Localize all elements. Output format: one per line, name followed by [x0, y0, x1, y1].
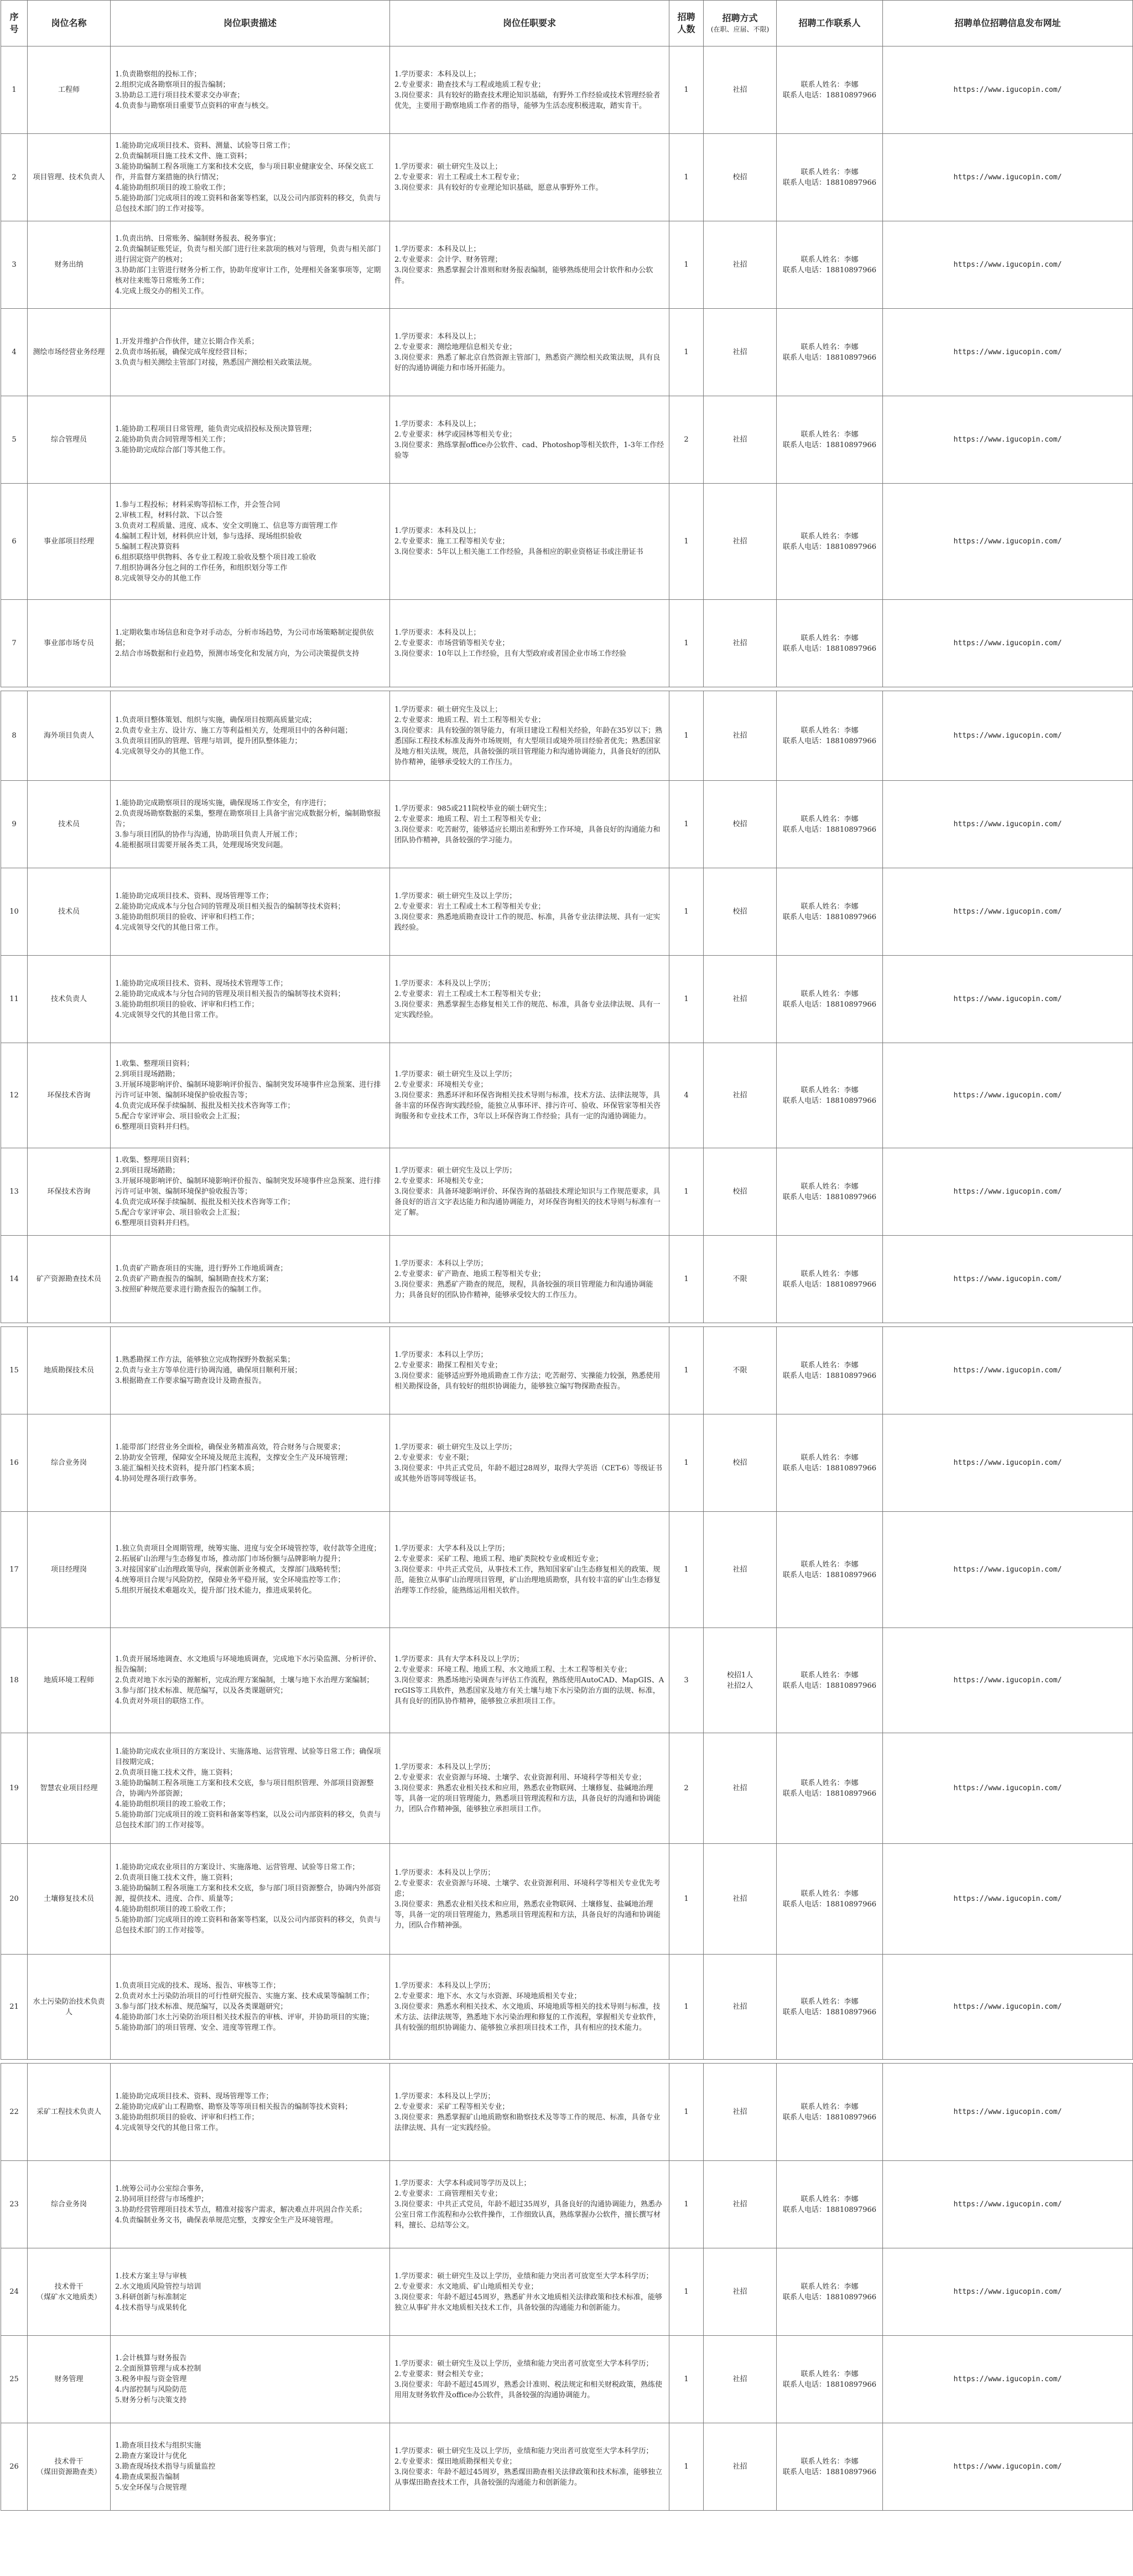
table-body — [1, 46, 1133, 2511]
cell-requirement: 1.学历要求：硕士研究生及以上学历，业绩和能力突出者可放宽至大学本科学历； 2.专业要求：财会相关专业； 3.岗位要求：年龄不超过45周岁，熟悉会计准则、税法规定和相关财税政策，熟练使用用友财务软件及office办公软件，具备较强的沟通协调能力。 — [390, 2336, 669, 2423]
cell-method: 不限 — [704, 1236, 777, 1323]
cell-duty: 1.能协助完成项目技术、资料、现场管理等工作； 2.能协助完成成本与分包合同的管理及项目相关报告的编制等技术资料； 3.能协助组织项目的验收、评审和归档工作； 4.完成领导交代的其他日常工作。 — [111, 868, 390, 956]
cell-contact: 联系人姓名：李娜 联系人电话：18810897966 — [777, 1148, 883, 1236]
cell-count: 1 — [669, 1327, 704, 1414]
cell-count: 1 — [669, 1414, 704, 1512]
table-row — [1, 134, 1133, 221]
cell-no: 15 — [1, 1327, 28, 1414]
cell-duty: 1.负责出纳、日常账务、编制财务报表、税务事宜； 2.负责编制证账凭证，负责与相关部门进行往来款项的核对与管理，负责与相关部门进行固定资产的核对； 3.协助部门主管进行财务分析工作，协助年度审计工作，处理相关备案事项等，定期核对往来账等日常账务工作； 4.完成上级交办的相关工作。 — [111, 221, 390, 309]
section-divider — [1, 2060, 1133, 2064]
cell-position-name: 技术骨干 （煤矿水文地质类） — [28, 2248, 111, 2336]
cell-duty: 1.收集、整理项目资料； 2.到项目现场踏勘； 3.开展环境影响评价、编制环境影响评价报告、编制突发环境事件应急预案、进行排污许可证申领、编制环境保护验收报告等； 4.负责完成环保手续编制、报批及相关技术咨询等工作； 5.配合专家评审会、项目验收会上汇报； 6.整理项目资料并归档。 — [111, 1148, 390, 1236]
cell-site-link[interactable]: https://www.igucopin.com/ — [883, 2161, 1133, 2248]
cell-requirement: 1.学历要求：本科及以上学历； 2.专业要求：农业资源与环境、土壤学、农业资源利用、环境科学等相关专业优先考虑； 3.岗位要求：熟悉农业相关技术和应用，熟悉农业物联网、土壤修复、盐碱地治理等，具备一定的项目管理能力，熟悉项目管理流程和方法，具备良好的沟通和协调能力，团队合作精神强。 — [390, 1844, 669, 1955]
cell-contact: 联系人姓名：李娜 联系人电话：18810897966 — [777, 2248, 883, 2336]
table-row — [1, 46, 1133, 134]
table-row — [1, 691, 1133, 781]
table-row — [1, 309, 1133, 396]
cell-contact: 联系人姓名：李娜 联系人电话：18810897966 — [777, 956, 883, 1043]
cell-method: 校招 — [704, 781, 777, 868]
table-row — [1, 396, 1133, 484]
cell-contact: 联系人姓名：李娜 联系人电话：18810897966 — [777, 1414, 883, 1512]
cell-count: 1 — [669, 1955, 704, 2060]
cell-site-link[interactable]: https://www.igucopin.com/ — [883, 1512, 1133, 1628]
cell-no: 24 — [1, 2248, 28, 2336]
recruitment-table — [1, 0, 1133, 2511]
cell-method: 校招1人 社招2人 — [704, 1628, 777, 1733]
cell-position-name: 环保技术咨询 — [28, 1043, 111, 1148]
cell-contact: 联系人姓名：李娜 联系人电话：18810897966 — [777, 2064, 883, 2161]
cell-requirement: 1.学历要求：本科以上学历； 2.专业要求：勘探工程相关专业； 3.岗位要求：能够适应野外地质勘查工作方法；吃苦耐劳、实操能力较强，熟悉使用相关勘探设备，具有较好的组织协调能力，能够独立编写物探勘查报告。 — [390, 1327, 669, 1414]
cell-contact: 联系人姓名：李娜 联系人电话：18810897966 — [777, 1236, 883, 1323]
cell-requirement: 1.学历要求：本科及以上学历； 2.专业要求：农业资源与环境、土壤学、农业资源利用、环境科学等相关专业； 3.岗位要求：熟悉农业相关技术和应用，熟悉农业物联网、土壤修复、盐碱地治理等，具备一定的项目管理能力，熟悉项目管理流程和方法，具备良好的沟通和协调能力，团队合作精神强，能够独立承担项目工作。 — [390, 1733, 669, 1844]
cell-site-link[interactable]: https://www.igucopin.com/ — [883, 484, 1133, 600]
cell-contact: 联系人姓名：李娜 联系人电话：18810897966 — [777, 1955, 883, 2060]
cell-no: 4 — [1, 309, 28, 396]
cell-no: 7 — [1, 600, 28, 687]
cell-duty: 1.负责项目完成的技术、现场、报告、审核等工作； 2.负责对水土污染防治项目的可行性研究报告、实施方案、技术成果等编制工作； 3.参与部门技术标准、规范编写，以及各类课题研究； 4.能协助部门水土污染防治项目相关技术报告的审核、评审，并协助项目的实施； 5.能协助部门的项目管理、安全、进度等管理工作。 — [111, 1955, 390, 2060]
header-requirement: 岗位任职要求 — [390, 1, 669, 46]
cell-no: 17 — [1, 1512, 28, 1628]
cell-method: 校招 — [704, 134, 777, 221]
cell-contact: 联系人姓名：李娜 联系人电话：18810897966 — [777, 2161, 883, 2248]
cell-contact: 联系人姓名：李娜 联系人电话：18810897966 — [777, 2336, 883, 2423]
cell-count: 1 — [669, 2336, 704, 2423]
cell-count: 3 — [669, 1628, 704, 1733]
header-count: 招聘人数 — [669, 1, 704, 46]
cell-site-link[interactable]: https://www.igucopin.com/ — [883, 396, 1133, 484]
cell-count: 1 — [669, 2064, 704, 2161]
cell-position-name: 工程师 — [28, 46, 111, 134]
cell-requirement: 1.学历要求：硕士研究生及以上； 2.专业要求：岩土工程或土木工程专业； 3.岗位要求：具有较好的专业理论知识基础，愿意从事野外工作。 — [390, 134, 669, 221]
cell-duty: 1.参与工程投标；材料采购等招标工作，并会签合同 2.审核工程，材料付款、下以合签 3.负责对工程质量、进度、成本、安全文明施工、信息等方面管理工作 4.编制工程计划，材料供应计划，参与选择、现场组织验收 5.编制工程决算资料 6.组织联络甲供物料、各专业工程竣工验收及整个项目竣工验收 7.组织协调各分包之间的工作任务，和组织划分等工作 8.完成领导交办的其他工作 — [111, 484, 390, 600]
section-divider — [1, 1323, 1133, 1327]
cell-count: 1 — [669, 2161, 704, 2248]
cell-count: 1 — [669, 600, 704, 687]
cell-site-link[interactable]: https://www.igucopin.com/ — [883, 1043, 1133, 1148]
cell-count: 1 — [669, 309, 704, 396]
cell-count: 4 — [669, 1043, 704, 1148]
cell-duty: 1.勘查项目技术与组织实施 2.勘查方案设计与优化 3.勘查现场技术指导与质量监控 4.勘查成果报告编制 5.安全环保与合规管理 — [111, 2423, 390, 2511]
cell-no: 6 — [1, 484, 28, 600]
cell-duty: 1.能协助完成项目技术、资料、现场管理等工作； 2.能协助完成矿山工程勘察、勘察及等等项目相关报告的编制等技术资料； 3.能协助组织项目的验收、评审和归档工作； 4.完成领导交代的其他日常工作。 — [111, 2064, 390, 2161]
header-contact: 招聘工作联系人 — [777, 1, 883, 46]
cell-position-name: 技术负责人 — [28, 956, 111, 1043]
cell-count: 1 — [669, 1148, 704, 1236]
cell-method: 社招 — [704, 1955, 777, 2060]
table-row — [1, 2064, 1133, 2161]
cell-method: 社招 — [704, 2064, 777, 2161]
table-row — [1, 1148, 1133, 1236]
cell-duty: 1.技术方案主导与审核 2.水文地质风险管控与培训 3.科研创新与标准制定 4.技术指导与成果转化 — [111, 2248, 390, 2336]
cell-contact: 联系人姓名：李娜 联系人电话：18810897966 — [777, 1327, 883, 1414]
cell-contact: 联系人姓名：李娜 联系人电话：18810897966 — [777, 1733, 883, 1844]
cell-method: 校招 — [704, 868, 777, 956]
cell-site-link[interactable]: https://www.igucopin.com/ — [883, 956, 1133, 1043]
cell-count: 1 — [669, 1236, 704, 1323]
cell-no: 23 — [1, 2161, 28, 2248]
cell-site-link[interactable]: https://www.igucopin.com/ — [883, 1236, 1133, 1323]
cell-contact: 联系人姓名：李娜 联系人电话：18810897966 — [777, 1844, 883, 1955]
section-divider — [1, 687, 1133, 691]
cell-site-link[interactable]: https://www.igucopin.com/ — [883, 1148, 1133, 1236]
cell-duty: 1.能协助完成项目技术、资料、测量、试验等日常工作； 2.负责编制项目施工技术文件、施工资料； 3.能协助编制工程各项施工方案和技术交底，参与项目职业健康安全、环保交底工作，并监督方案措施的执行情况； 4.能协助组织项目的竣工验收工作； 5.能协助部门完成项目的竣工资料和备案等档案，以及公司内部资料的移交，负责与总包技术部门的工作对接等。 — [111, 134, 390, 221]
cell-position-name: 项目管理、技术负责人 — [28, 134, 111, 221]
cell-count: 1 — [669, 868, 704, 956]
table-row — [1, 1628, 1133, 1733]
cell-position-name: 智慧农业项目经理 — [28, 1733, 111, 1844]
cell-method: 社招 — [704, 2161, 777, 2248]
cell-method: 社招 — [704, 691, 777, 781]
cell-duty: 1.能协助完成农业项目的方案设计、实施落地、运营管理、试验等日常工作； 2.负责项目施工技术文件，施工资料； 3.能协助编制工程各项施工方案和技术交底，参与部门项目资源整合，协调内外部资源，提供技术、进度、合作、质量等； 4.能协助组织项目的竣工验收工作； 5.能协助部门完成项目的竣工资料和备案等档案，以及公司内部资料的移交，负责与总包技术部门的工作对接等。 — [111, 1844, 390, 1955]
cell-method: 社招 — [704, 956, 777, 1043]
cell-count: 1 — [669, 134, 704, 221]
cell-no: 10 — [1, 868, 28, 956]
cell-method: 社招 — [704, 600, 777, 687]
cell-duty: 1.统筹公司办公室综合事务， 2.协同项目经营与市场维护； 3.协助经营管理项目技术节点，精准对接客户需求，解决难点并巩固合作关系； 4.负责编制业务文书，确保表单规范完整，支撑安全生产及环境管理。 — [111, 2161, 390, 2248]
cell-duty: 1.能协助工程项目日常管理，能负责完成招投标及预决算管理； 2.能协助负责合同管理等相关工作； 3.能协助完成综合部门等其他工作。 — [111, 396, 390, 484]
cell-duty: 1.能协助完成农业项目的方案设计、实施落地、运营管理、试验等日常工作；确保项目按期完成； 2.负责项目施工技术文件，施工资料； 3.能协助编制工程各项施工方案和技术交底，参与项目组织管理、外部项目资源整合，协调内外部资源； 4.能协助组织项目的竣工验收工作； 5.能协助部门完成项目的竣工资料和备案等档案，以及公司内部资料的移交，负责与总包技术部门的工作对接等。 — [111, 1733, 390, 1844]
cell-duty: 1.收集、整理项目资料； 2.到项目现场踏勘； 3.开展环境影响评价、编制环境影响评价报告、编制突发环境事件应急预案、进行排污许可证申领、编制环境保护验收报告等； 4.负责完成环保手续编制、报批及相关技术咨询等工作； 5.配合专家评审会、项目验收会上汇报； 6.整理项目资料并归档。 — [111, 1043, 390, 1148]
table-row — [1, 2248, 1133, 2336]
table-row — [1, 484, 1133, 600]
cell-method: 社招 — [704, 2248, 777, 2336]
cell-contact: 联系人姓名：李娜 联系人电话：18810897966 — [777, 781, 883, 868]
cell-method: 社招 — [704, 221, 777, 309]
cell-site-link[interactable]: https://www.igucopin.com/ — [883, 134, 1133, 221]
cell-duty: 1.定期收集市场信息和竞争对手动态，分析市场趋势，为公司市场策略制定提供依据； 2.结合市场数据和行业趋势，预测市场变化和发展方向，为公司决策提供支持 — [111, 600, 390, 687]
cell-contact: 联系人姓名：李娜 联系人电话：18810897966 — [777, 221, 883, 309]
cell-requirement: 1.学历要求：本科及以上学历； 2.专业要求：采矿工程等相关专业； 3.岗位要求：熟悉掌握矿山地质勘察和勘察技术及等等工作的规范、标准，具备专业法律法规、具有一定实践经验。 — [390, 2064, 669, 2161]
cell-method: 社招 — [704, 484, 777, 600]
cell-position-name: 综合业务岗 — [28, 1414, 111, 1512]
cell-position-name: 环保技术咨询 — [28, 1148, 111, 1236]
cell-duty: 1.能协助完成项目技术、资料、现场技术管理等工作； 2.能协助完成成本与分包合同的管理及项目相关报告的编制等技术资料； 3.能协助组织项目的验收、评审和归档工作； 4.完成领导交代的其他日常工作。 — [111, 956, 390, 1043]
table-row — [1, 221, 1133, 309]
cell-site-link[interactable]: https://www.igucopin.com/ — [883, 221, 1133, 309]
cell-count: 1 — [669, 2423, 704, 2511]
cell-position-name: 事业部项目经理 — [28, 484, 111, 600]
cell-no: 20 — [1, 1844, 28, 1955]
cell-count: 1 — [669, 221, 704, 309]
cell-count: 2 — [669, 1733, 704, 1844]
cell-method: 社招 — [704, 1043, 777, 1148]
cell-duty: 1.负责矿产勘查项目的实施，进行野外工作地质调查； 2.负责矿产勘查报告的编制，编制勘查技术方案； 3.按照矿种规范要求进行勘查报告的编制工作。 — [111, 1236, 390, 1323]
cell-site-link[interactable]: https://www.igucopin.com/ — [883, 2336, 1133, 2423]
cell-position-name: 综合业务岗 — [28, 2161, 111, 2248]
cell-method: 不限 — [704, 1327, 777, 1414]
cell-no: 11 — [1, 956, 28, 1043]
cell-requirement: 1.学历要求：具有大学本科及以上学历； 2.专业要求：环境工程、地质工程、水文地质工程、土木工程等相关专业； 3.岗位要求：熟悉场地污染调查与评估工作流程，熟练使用AutoCAD、MapGIS、ArcGIS等工具软件，熟悉国家及地方有关土壤与地下水污染防治方面的法规、标准，具有良好的团队协作精神，能够独立承担项目工作。 — [390, 1628, 669, 1733]
cell-position-name: 财务出纳 — [28, 221, 111, 309]
cell-no: 9 — [1, 781, 28, 868]
table-row — [1, 2423, 1133, 2511]
cell-no: 12 — [1, 1043, 28, 1148]
cell-requirement: 1.学历要求：本科及以上； 2.专业要求：施工工程等相关专业； 3.岗位要求：5年以上相关施工工作经验，具备相应的职业资格证书或注册证书 — [390, 484, 669, 600]
cell-site-link[interactable]: https://www.igucopin.com/ — [883, 868, 1133, 956]
cell-site-link[interactable]: https://www.igucopin.com/ — [883, 309, 1133, 396]
cell-duty: 1.能协助完成勘察项目的现场实施，确保现场工作安全，有序进行； 2.负责现场勘察数据的采集，整理在勘察项目上具备宇宙完成数据分析，编制勘察报告； 3.参与项目团队的协作与沟通，协助项目负责人开展工作； 4.能根据项目需要开展各类工具，处理现场突发问题。 — [111, 781, 390, 868]
cell-method: 社招 — [704, 2423, 777, 2511]
cell-requirement: 1.学历要求：985或211院校毕业的硕士研究生； 2.专业要求：地质工程、岩土工程等相关专业； 3.岗位要求：吃苦耐劳，能够适应长期出差和野外工作环境，具备良好的沟通能力和团队协作精神，具备较强的学习能力。 — [390, 781, 669, 868]
header-method — [704, 1, 777, 46]
cell-site-link[interactable]: https://www.igucopin.com/ — [883, 2248, 1133, 2336]
cell-no: 8 — [1, 691, 28, 781]
cell-no: 18 — [1, 1628, 28, 1733]
cell-count: 1 — [669, 1844, 704, 1955]
cell-position-name: 事业部市场专员 — [28, 600, 111, 687]
cell-no: 3 — [1, 221, 28, 309]
cell-duty: 1.负责开展场地调查、水文地质与环境地质调查，完成地下水污染监测、分析评价、报告编制； 2.负责对地下水污染的源解析，完成治理方案编制，土壤与地下水治理方案编制； 3.参与部门技术标准、规范编写，以及各类课题研究； 4.负责对外项目的联络工作。 — [111, 1628, 390, 1733]
cell-method: 社招 — [704, 1512, 777, 1628]
cell-contact: 联系人姓名：李娜 联系人电话：18810897966 — [777, 868, 883, 956]
cell-requirement: 1.学历要求：本科及以上； 2.专业要求：勘查技术与工程或地质工程专业； 3.岗位要求：具有较好的勘查技术理论知识基础，有野外工作经验或技术管理经验者优先，主要用于勘察地质工作者的指导，能够为生活态度积极进取，踏实肯干。 — [390, 46, 669, 134]
table-row — [1, 1733, 1133, 1844]
cell-method: 社招 — [704, 1844, 777, 1955]
cell-contact: 联系人姓名：李娜 联系人电话：18810897966 — [777, 396, 883, 484]
cell-position-name: 技术员 — [28, 868, 111, 956]
cell-site-link[interactable]: https://www.igucopin.com/ — [883, 600, 1133, 687]
cell-count: 1 — [669, 1512, 704, 1628]
cell-requirement: 1.学历要求：本科及以上； 2.专业要求：市场营销等相关专业； 3.岗位要求：10年以上工作经验，且有大型政府或者国企业市场工作经验 — [390, 600, 669, 687]
table-row — [1, 781, 1133, 868]
cell-method: 社招 — [704, 46, 777, 134]
cell-requirement: 1.学历要求：本科以上学历； 2.专业要求：矿产勘查、地质工程等相关专业； 3.岗位要求：熟悉矿产勘查的规范，规程，具备较强的项目管理能力和沟通协调能力；具备良好的团队协作精神，能够承受较大的工作压力。 — [390, 1236, 669, 1323]
cell-position-name: 海外项目负责人 — [28, 691, 111, 781]
cell-position-name: 土壤修复技术员 — [28, 1844, 111, 1955]
cell-contact: 联系人姓名：李娜 联系人电话：18810897966 — [777, 134, 883, 221]
cell-requirement: 1.学历要求：本科及以上； 2.专业要求：测绘地理信息相关专业； 3.岗位要求：熟悉了解北京自然资源主管部门，熟悉资产测绘相关政策法规，具有良好的沟通协调能力和市场开拓能力。 — [390, 309, 669, 396]
header-method-label: 招聘方式 — [722, 13, 758, 23]
section-divider-cell — [1, 1323, 1133, 1327]
cell-contact: 联系人姓名：李娜 联系人电话：18810897966 — [777, 309, 883, 396]
table-row — [1, 956, 1133, 1043]
cell-position-name: 测绘市场经营业务经理 — [28, 309, 111, 396]
cell-position-name: 矿产资源勘查技术员 — [28, 1236, 111, 1323]
cell-no: 21 — [1, 1955, 28, 2060]
header-duty: 岗位职责描述 — [111, 1, 390, 46]
cell-method: 社招 — [704, 2336, 777, 2423]
cell-contact: 联系人姓名：李娜 联系人电话：18810897966 — [777, 691, 883, 781]
cell-requirement: 1.学历要求：本科及以上学历； 2.专业要求：地下水、水文与水资源、环境地质相关专业； 3.岗位要求：熟悉水利相关技术、水文地质、环境地质等相关的技术导则与标准，技术方法、法律法规等，熟悉地下水污染治理和修复的工作流程，掌握相关专业软件，具有较强的组织协调能力、能够独立承担项目技术工作，具有相应的技术能力。 — [390, 1955, 669, 2060]
cell-position-name: 综合管理员 — [28, 396, 111, 484]
section-divider-cell — [1, 687, 1133, 691]
cell-requirement: 1.学历要求：硕士研究生及以上学历； 2.专业要求：岩土工程或土木工程等相关专业； 3.岗位要求：熟悉地质勘查设计工作的规范、标准，具备专业法律法规、具有一定实践经验。 — [390, 868, 669, 956]
cell-duty: 1.熟悉勘探工作方法，能够独立完成物探野外数据采集； 2.负责与业主方等单位进行协调沟通，确保项目顺利开展； 3.根据勘查工作要求编写勘查设计及勘查报告。 — [111, 1327, 390, 1414]
cell-position-name: 项目经理岗 — [28, 1512, 111, 1628]
cell-position-name: 地质环境工程师 — [28, 1628, 111, 1733]
cell-no: 22 — [1, 2064, 28, 2161]
cell-count: 1 — [669, 781, 704, 868]
cell-no: 26 — [1, 2423, 28, 2511]
cell-no: 13 — [1, 1148, 28, 1236]
table-header — [1, 1, 1133, 46]
cell-duty: 1.负责勘察组的投标工作； 2.组织完成各勘察项目的报告编制； 3.协助总工进行项目技术要求交办审查； 4.负责参与勘察项目重要节点资料的审查与核交。 — [111, 46, 390, 134]
cell-count: 1 — [669, 956, 704, 1043]
section-divider-cell — [1, 2060, 1133, 2064]
cell-count: 1 — [669, 2248, 704, 2336]
cell-contact: 联系人姓名：李娜 联系人电话：18810897966 — [777, 1043, 883, 1148]
header-site: 招聘单位招聘信息发布网址 — [883, 1, 1133, 46]
cell-position-name: 财务管理 — [28, 2336, 111, 2423]
cell-position-name: 技术骨干 （煤田资源勘查类） — [28, 2423, 111, 2511]
cell-no: 5 — [1, 396, 28, 484]
cell-duty: 1.会计核算与财务报告 2.全面预算管理与成本控制 3.税务申报与资金管理 4.内部控制与风险防范 5.财务分析与决策支持 — [111, 2336, 390, 2423]
cell-site-link[interactable]: https://www.igucopin.com/ — [883, 1844, 1133, 1955]
cell-site-link[interactable]: https://www.igucopin.com/ — [883, 691, 1133, 781]
cell-site-link[interactable]: https://www.igucopin.com/ — [883, 781, 1133, 868]
cell-duty: 1.负责项目整体策划、组织与实施，确保项目按期高质量完成； 2.负责专业主方、设计方、施工方等利益相关方，处理项目中的各种问题； 3.负责项目团队的管理、管理与培训，提升团队整体能力； 4.完成领导交办的其他工作。 — [111, 691, 390, 781]
cell-site-link[interactable]: https://www.igucopin.com/ — [883, 1955, 1133, 2060]
table-row — [1, 868, 1133, 956]
table-row — [1, 1512, 1133, 1628]
cell-requirement: 1.学历要求：本科及以上； 2.专业要求：会计学、财务管理； 3.岗位要求：熟悉掌握会计准则和财务报表编制，能够熟练使用会计软件和办公软件。 — [390, 221, 669, 309]
cell-site-link[interactable]: https://www.igucopin.com/ — [883, 1327, 1133, 1414]
table-row — [1, 1844, 1133, 1955]
cell-method: 校招 — [704, 1414, 777, 1512]
cell-no: 14 — [1, 1236, 28, 1323]
cell-requirement: 1.学历要求：硕士研究生及以上； 2.专业要求：地质工程、岩土工程等相关专业； 3.岗位要求：具有较强的领导能力，有项目建设工程相关经验，年龄在35岁以下；熟悉国际工程技术标准及海外市场规则，有大型项目或境外项目经验者优先；熟悉国家及地方相关法规，规范，具备较强的项目管理能力和沟通协调能力，具备良好的团队协作精神，能够承受较大的工作压力。 — [390, 691, 669, 781]
cell-contact: 联系人姓名：李娜 联系人电话：18810897966 — [777, 1512, 883, 1628]
header-no: 序号 — [1, 1, 28, 46]
header-method-sub: (在职、应届、不限) — [710, 25, 770, 33]
table-row — [1, 1236, 1133, 1323]
cell-contact: 联系人姓名：李娜 联系人电话：18810897966 — [777, 1628, 883, 1733]
table-row — [1, 1414, 1133, 1512]
header-position-name: 岗位名称 — [28, 1, 111, 46]
cell-requirement: 1.学历要求：本科及以上； 2.专业要求：林学或园林等相关专业； 3.岗位要求：熟练掌握office办公软件、cad、Photoshop等相关软件，1-3年工作经验等 — [390, 396, 669, 484]
cell-duty: 1.能带部门经营业务全面检，确保业务精准高效，符合财务与合规要求； 2.协助安全管理，保障安全环境及规范主流程，支撑安全生产及环境管理； 3.能汇编相关技术资料，提升部门档案本质； 4.协同处理各项行政事务。 — [111, 1414, 390, 1512]
table-row — [1, 1327, 1133, 1414]
table-row — [1, 1043, 1133, 1148]
cell-site-link[interactable]: https://www.igucopin.com/ — [883, 1414, 1133, 1512]
table-row — [1, 1955, 1133, 2060]
cell-position-name: 地质勘探技术员 — [28, 1327, 111, 1414]
cell-count: 2 — [669, 396, 704, 484]
table-row — [1, 600, 1133, 687]
table-row — [1, 2161, 1133, 2248]
cell-contact: 联系人姓名：李娜 联系人电话：18810897966 — [777, 46, 883, 134]
cell-duty: 1.独立负责项目全周期管理，统筹实施、进度与安全环境管控等，收付款等全进度； 2.拓展矿山治理与生态修复市场，推动部门市场份额与品牌影响力提升； 3.对接国家矿山治理政策导向，探索创新业务模式，支撑部门战略转型； 4.统筹项目合规与风险防控，保障业务平稳开展，安全环境监控等工作； 5.组织开展技术难题攻关，提升部门技术能力，推进成果转化。 — [111, 1512, 390, 1628]
cell-duty: 1.开发并维护合作伙伴，建立长期合作关系； 2.负责市场拓展，确保完成年度经营目标； 3.负责与相关测绘主管部门对接，熟悉国产测绘相关政策法规。 — [111, 309, 390, 396]
cell-method: 社招 — [704, 396, 777, 484]
cell-no: 25 — [1, 2336, 28, 2423]
cell-method: 社招 — [704, 309, 777, 396]
cell-no: 16 — [1, 1414, 28, 1512]
cell-site-link[interactable]: https://www.igucopin.com/ — [883, 2423, 1133, 2511]
cell-no: 1 — [1, 46, 28, 134]
cell-site-link[interactable]: https://www.igucopin.com/ — [883, 1628, 1133, 1733]
cell-requirement: 1.学历要求：大学本科及以上学历； 2.专业要求：采矿工程、地质工程、地矿类院校专业或相近专业； 3.岗位要求：中共正式党员，从事技术工作，熟知国家矿山生态修复相关的政策、规范，能独立从事矿山治理项目管理，矿山治理地质勘察，具有较丰富的矿山生态修复治理等工作经验，能熟练运用相关软件。 — [390, 1512, 669, 1628]
cell-method: 社招 — [704, 1733, 777, 1844]
cell-requirement: 1.学历要求：大学本科或同等学历及以上； 2.专业要求：工商管理相关专业； 3.岗位要求：中共正式党员，年龄不超过35周岁，具备良好的沟通协调能力，熟悉办公室日常工作流程和办公软件操作，工作细致认真，熟练掌握办公软件，擅长撰写材料，擅长、总结等公文。 — [390, 2161, 669, 2248]
cell-contact: 联系人姓名：李娜 联系人电话：18810897966 — [777, 484, 883, 600]
table-row — [1, 2336, 1133, 2423]
cell-position-name: 水土污染防治技术负责人 — [28, 1955, 111, 2060]
cell-requirement: 1.学历要求：硕士研究生及以上学历； 2.专业要求：环境相关专业； 3.岗位要求：具备环境影响评价、环保咨询的基础技术理论知识与工作规范要求，具备良好的语言文字表达能力和沟通协调能力，对环保咨询相关的技术导则与标准有一定了解。 — [390, 1148, 669, 1236]
cell-no: 2 — [1, 134, 28, 221]
cell-requirement: 1.学历要求：硕士研究生及以上学历，业绩和能力突出者可放宽至大学本科学历； 2.专业要求：水文地质、矿山地质相关专业； 3.岗位要求：年龄不超过45周岁，熟悉矿井水文地质相关法律政策和技术标准，能够独立从事矿井水文地质相关技术工作，具备较强的沟通能力和创新能力。 — [390, 2248, 669, 2336]
cell-requirement: 1.学历要求：硕士研究生及以上学历； 2.专业要求：专业不限； 3.岗位要求：中共正式党员，年龄不超过28周岁，取得大学英语（CET-6）等级证书或其他外语等同等级证书。 — [390, 1414, 669, 1512]
cell-no: 19 — [1, 1733, 28, 1844]
cell-requirement: 1.学历要求：硕士研究生及以上学历； 2.专业要求：环境相关专业； 3.岗位要求：熟悉环评和环保咨询相关技术导则与标准，技术方法、法律法规等，具备丰富的环保咨询实践经验，能独立从事环评、排污许可、验收、环保管家等相关咨询服务和专业技术工作，3年以上环保咨询工作经验；具有一定的沟通协调能力。 — [390, 1043, 669, 1148]
cell-count: 1 — [669, 46, 704, 134]
cell-contact: 联系人姓名：李娜 联系人电话：18810897966 — [777, 2423, 883, 2511]
cell-count: 1 — [669, 484, 704, 600]
cell-requirement: 1.学历要求：硕士研究生及以上学历，业绩和能力突出者可放宽至大学本科学历； 2.专业要求：煤田地质勘探相关专业； 3.岗位要求：年龄不超过45周岁，熟悉煤田勘查相关法律政策和技术标准，能够独立从事煤田勘查技术工作，具备较强的沟通能力和创新能力。 — [390, 2423, 669, 2511]
cell-count: 1 — [669, 691, 704, 781]
cell-site-link[interactable]: https://www.igucopin.com/ — [883, 2064, 1133, 2161]
cell-contact: 联系人姓名：李娜 联系人电话：18810897966 — [777, 600, 883, 687]
cell-position-name: 技术员 — [28, 781, 111, 868]
cell-method: 校招 — [704, 1148, 777, 1236]
cell-site-link[interactable]: https://www.igucopin.com/ — [883, 1733, 1133, 1844]
cell-site-link[interactable]: https://www.igucopin.com/ — [883, 46, 1133, 134]
cell-position-name: 采矿工程技术负责人 — [28, 2064, 111, 2161]
cell-requirement: 1.学历要求：本科及以上学历； 2.专业要求：岩土工程或土木工程等相关专业； 3.岗位要求：熟悉掌握生态修复相关工作的规范、标准，具备专业法律法规、具有一定实践经验。 — [390, 956, 669, 1043]
